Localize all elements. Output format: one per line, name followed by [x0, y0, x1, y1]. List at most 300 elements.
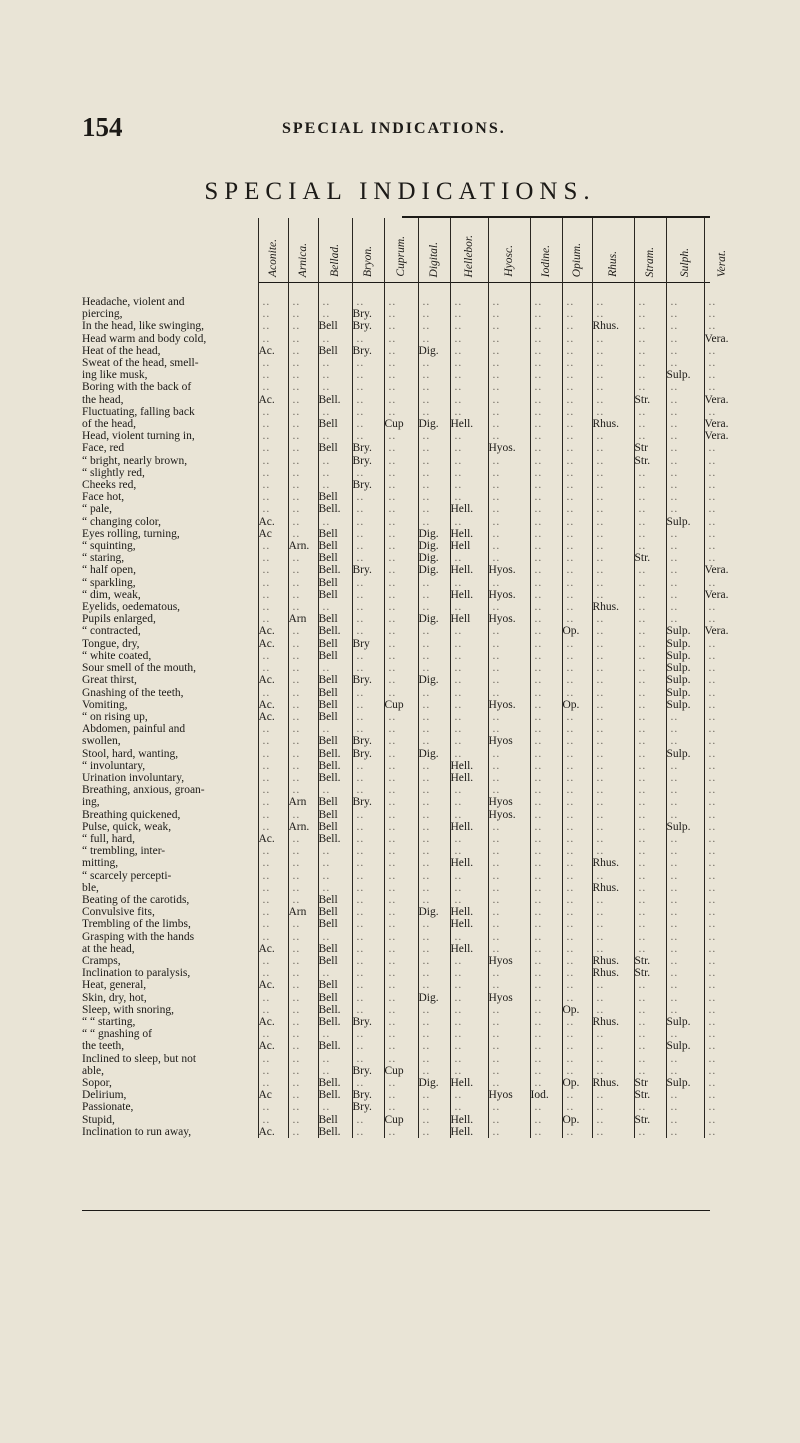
remedy-cell — [666, 1101, 704, 1113]
remedy-abbrev: Bell — [318, 491, 338, 504]
empty-placeholder: .. — [388, 466, 397, 479]
empty-placeholder: .. — [422, 698, 431, 711]
empty-placeholder: .. — [596, 942, 605, 955]
remedy-abbrev: Bell. — [318, 832, 341, 845]
empty-placeholder: .. — [638, 1125, 647, 1138]
empty-placeholder: .. — [638, 832, 647, 845]
remedy-cell — [488, 748, 530, 760]
symptom-cell — [82, 540, 258, 552]
remedy-cell — [258, 308, 288, 320]
empty-placeholder: .. — [262, 540, 271, 553]
remedy-cell — [488, 613, 530, 625]
empty-placeholder: .. — [262, 613, 271, 626]
remedy-cell — [418, 857, 450, 869]
empty-placeholder: .. — [454, 405, 463, 418]
remedy-cell — [418, 491, 450, 503]
table-row — [82, 906, 740, 918]
remedy-cell — [592, 809, 634, 821]
remedy-cell — [288, 406, 318, 418]
remedy-cell — [318, 1028, 352, 1040]
column-header — [288, 218, 318, 280]
empty-placeholder: .. — [708, 820, 717, 833]
empty-placeholder: .. — [262, 601, 271, 614]
empty-placeholder: .. — [566, 674, 575, 687]
remedy-cell — [704, 918, 740, 930]
remedy-cell — [634, 784, 666, 796]
empty-placeholder: .. — [388, 381, 397, 394]
empty-placeholder: .. — [492, 662, 501, 675]
remedy-abbrev: Vera. — [704, 418, 729, 431]
remedy-cell — [592, 455, 634, 467]
empty-placeholder: .. — [534, 942, 543, 955]
empty-placeholder: .. — [388, 759, 397, 772]
remedy-cell — [666, 735, 704, 747]
empty-placeholder: .. — [422, 1028, 431, 1041]
remedy-abbrev: Bry — [352, 637, 370, 650]
empty-placeholder: .. — [292, 588, 301, 601]
empty-placeholder: .. — [262, 479, 271, 492]
symptom-label: Passionate, — [82, 1101, 134, 1114]
symptom-label: Head warm and body cold, — [82, 332, 207, 345]
empty-placeholder: .. — [708, 662, 717, 675]
remedy-cell — [704, 772, 740, 784]
symptom-label: piercing, — [82, 308, 123, 321]
remedy-cell — [634, 906, 666, 918]
remedy-cell — [562, 979, 592, 991]
empty-placeholder: .. — [422, 710, 431, 723]
empty-placeholder: .. — [262, 564, 271, 577]
remedy-cell — [704, 1114, 740, 1126]
empty-placeholder: .. — [388, 1040, 397, 1053]
empty-placeholder: .. — [292, 662, 301, 675]
remedy-cell — [258, 1114, 288, 1126]
remedy-cell — [318, 406, 352, 418]
remedy-cell — [704, 564, 740, 576]
empty-placeholder: .. — [262, 405, 271, 418]
remedy-cell — [666, 992, 704, 1004]
remedy-cell — [666, 674, 704, 686]
remedy-cell — [418, 662, 450, 674]
remedy-cell — [634, 540, 666, 552]
remedy-cell — [318, 735, 352, 747]
empty-placeholder: .. — [566, 735, 575, 748]
remedy-cell — [318, 516, 352, 528]
symptom-cell — [82, 528, 258, 540]
empty-placeholder: .. — [292, 405, 301, 418]
remedy-cell — [418, 418, 450, 430]
empty-placeholder: .. — [596, 710, 605, 723]
empty-placeholder: .. — [534, 308, 543, 321]
empty-placeholder: .. — [596, 1101, 605, 1114]
empty-placeholder: .. — [322, 869, 331, 882]
remedy-cell — [562, 455, 592, 467]
remedy-cell — [418, 687, 450, 699]
symptom-cell — [82, 564, 258, 576]
empty-placeholder: .. — [356, 625, 365, 638]
remedy-cell — [384, 394, 418, 406]
empty-placeholder: .. — [638, 1052, 647, 1065]
remedy-cell — [450, 540, 488, 552]
column-header — [352, 218, 384, 280]
empty-placeholder: .. — [388, 442, 397, 455]
empty-placeholder: .. — [454, 479, 463, 492]
table-row — [82, 406, 740, 418]
remedy-abbrev: Bell — [318, 979, 338, 992]
symptom-label: swollen, — [82, 735, 121, 748]
empty-placeholder: .. — [262, 576, 271, 589]
remedy-cell — [592, 528, 634, 540]
symptom-label: In the head, like swinging, — [82, 320, 205, 333]
remedy-cell — [352, 625, 384, 637]
remedy-cell — [488, 381, 530, 393]
remedy-cell — [634, 979, 666, 991]
table-row — [82, 796, 740, 808]
symptom-cell — [82, 870, 258, 882]
empty-placeholder: .. — [566, 613, 575, 626]
empty-placeholder: .. — [638, 735, 647, 748]
empty-placeholder: .. — [670, 466, 679, 479]
remedy-cell — [562, 406, 592, 418]
remedy-cell — [288, 1114, 318, 1126]
empty-placeholder: .. — [422, 576, 431, 589]
empty-placeholder: .. — [388, 344, 397, 357]
symptom-label: Skin, dry, hot, — [82, 991, 147, 1004]
empty-placeholder: .. — [388, 601, 397, 614]
remedy-cell — [318, 760, 352, 772]
empty-placeholder: .. — [670, 954, 679, 967]
empty-placeholder: .. — [292, 771, 301, 784]
empty-placeholder: .. — [670, 1125, 679, 1138]
remedy-cell — [666, 381, 704, 393]
symptom-label: Beating of the carotids, — [82, 893, 190, 906]
empty-placeholder: .. — [492, 381, 501, 394]
remedy-cell — [562, 1065, 592, 1077]
empty-placeholder: .. — [322, 405, 331, 418]
empty-placeholder: .. — [262, 808, 271, 821]
remedy-cell — [318, 711, 352, 723]
empty-placeholder: .. — [596, 564, 605, 577]
remedy-cell — [258, 979, 288, 991]
remedy-cell — [530, 333, 562, 345]
empty-placeholder: .. — [534, 820, 543, 833]
remedy-cell — [450, 516, 488, 528]
remedy-cell — [530, 906, 562, 918]
remedy-cell — [352, 809, 384, 821]
empty-placeholder: .. — [492, 906, 501, 919]
empty-placeholder: .. — [638, 662, 647, 675]
empty-placeholder: .. — [596, 466, 605, 479]
empty-placeholder: .. — [708, 1040, 717, 1053]
remedy-cell — [488, 394, 530, 406]
empty-placeholder: .. — [292, 808, 301, 821]
empty-placeholder: .. — [388, 405, 397, 418]
empty-placeholder: .. — [422, 723, 431, 736]
empty-placeholder: .. — [534, 540, 543, 553]
empty-placeholder: .. — [422, 637, 431, 650]
empty-placeholder: .. — [356, 649, 365, 662]
empty-placeholder: .. — [356, 1077, 365, 1089]
remedy-cell — [666, 589, 704, 601]
remedy-cell — [592, 406, 634, 418]
empty-placeholder: .. — [534, 552, 543, 565]
remedy-cell — [288, 992, 318, 1004]
remedy-cell — [530, 1089, 562, 1101]
remedy-cell — [488, 1053, 530, 1065]
remedy-cell — [384, 772, 418, 784]
empty-placeholder: .. — [262, 454, 271, 467]
remedy-cell — [258, 882, 288, 894]
symptom-cell — [82, 796, 258, 808]
empty-placeholder: .. — [596, 442, 605, 455]
remedy-cell — [418, 723, 450, 735]
empty-placeholder: .. — [262, 1028, 271, 1041]
symptom-label: the head, — [82, 393, 124, 406]
remedy-cell — [352, 467, 384, 479]
remedy-cell — [704, 394, 740, 406]
remedy-abbrev: Bry. — [352, 320, 372, 333]
empty-placeholder: .. — [454, 723, 463, 736]
remedy-cell — [450, 1016, 488, 1028]
empty-placeholder: .. — [708, 1113, 717, 1126]
remedy-abbrev: Sulp. — [666, 820, 691, 833]
empty-placeholder: .. — [670, 1064, 679, 1077]
remedy-cell — [530, 479, 562, 491]
empty-placeholder: .. — [492, 1064, 501, 1077]
remedy-cell — [384, 955, 418, 967]
remedy-cell — [418, 1114, 450, 1126]
empty-placeholder: .. — [422, 930, 431, 943]
remedy-cell — [258, 674, 288, 686]
remedy-cell — [634, 638, 666, 650]
remedy-cell — [592, 1004, 634, 1016]
table-row — [82, 369, 740, 381]
empty-placeholder: .. — [492, 296, 501, 308]
remedy-cell — [704, 1016, 740, 1028]
empty-placeholder: .. — [492, 418, 501, 431]
empty-placeholder: .. — [388, 1101, 397, 1114]
remedy-cell — [488, 1016, 530, 1028]
empty-placeholder: .. — [670, 845, 679, 858]
empty-placeholder: .. — [388, 1125, 397, 1138]
empty-placeholder: .. — [388, 881, 397, 894]
empty-placeholder: .. — [388, 454, 397, 467]
empty-placeholder: .. — [454, 454, 463, 467]
empty-placeholder: .. — [292, 784, 301, 797]
symptom-cell — [82, 503, 258, 515]
empty-placeholder: .. — [454, 393, 463, 406]
remedy-abbrev: Hell. — [450, 564, 474, 577]
remedy-cell — [488, 1114, 530, 1126]
empty-placeholder: .. — [638, 808, 647, 821]
remedy-abbrev: Bell — [318, 418, 338, 431]
remedy-cell — [418, 992, 450, 1004]
remedy-abbrev: Ac. — [258, 344, 275, 357]
empty-placeholder: .. — [670, 540, 679, 553]
empty-placeholder: .. — [356, 1003, 365, 1016]
remedy-cell — [258, 394, 288, 406]
empty-placeholder: .. — [566, 479, 575, 492]
remedy-abbrev: Sulp. — [666, 515, 691, 528]
remedy-cell — [288, 1089, 318, 1101]
empty-placeholder: .. — [638, 796, 647, 809]
remedy-cell — [352, 564, 384, 576]
empty-placeholder: .. — [454, 967, 463, 980]
column-header-label: Stram. — [644, 246, 656, 277]
remedy-cell — [352, 418, 384, 430]
empty-placeholder: .. — [670, 1028, 679, 1041]
remedy-cell — [418, 1077, 450, 1089]
remedy-cell — [352, 1065, 384, 1077]
remedy-cell — [634, 516, 666, 528]
remedy-cell — [384, 503, 418, 515]
remedy-cell — [530, 442, 562, 454]
empty-placeholder: .. — [492, 491, 501, 504]
remedy-cell — [384, 479, 418, 491]
remedy-abbrev: Vera. — [704, 393, 729, 406]
remedy-cell — [704, 455, 740, 467]
empty-placeholder: .. — [292, 735, 301, 748]
empty-placeholder: .. — [566, 1125, 575, 1138]
empty-placeholder: .. — [356, 515, 365, 528]
page-number: 154 — [82, 112, 123, 142]
empty-placeholder: .. — [292, 649, 301, 662]
remedy-cell — [288, 442, 318, 454]
remedy-cell — [704, 931, 740, 943]
remedy-cell — [288, 467, 318, 479]
empty-placeholder: .. — [670, 381, 679, 394]
empty-placeholder: .. — [566, 308, 575, 321]
remedy-cell — [562, 369, 592, 381]
remedy-cell — [530, 430, 562, 442]
remedy-abbrev: Dig. — [418, 344, 439, 357]
remedy-cell — [352, 1126, 384, 1138]
remedy-cell — [530, 967, 562, 979]
remedy-cell — [562, 1053, 592, 1065]
remedy-cell — [318, 992, 352, 1004]
table-row — [82, 821, 740, 833]
empty-placeholder: .. — [566, 503, 575, 516]
remedy-abbrev: Bell — [318, 686, 338, 699]
remedy-cell — [352, 589, 384, 601]
remedy-cell — [384, 1040, 418, 1052]
remedy-cell — [258, 613, 288, 625]
remedy-cell — [352, 906, 384, 918]
empty-placeholder: .. — [454, 869, 463, 882]
empty-placeholder: .. — [670, 784, 679, 797]
remedy-cell — [258, 369, 288, 381]
empty-placeholder: .. — [388, 991, 397, 1004]
remedy-cell — [562, 601, 592, 613]
empty-placeholder: .. — [322, 662, 331, 675]
remedy-cell — [352, 1053, 384, 1065]
empty-placeholder: .. — [566, 588, 575, 601]
remedy-cell — [592, 1028, 634, 1040]
remedy-cell — [288, 638, 318, 650]
remedy-cell — [318, 430, 352, 442]
empty-placeholder: .. — [596, 662, 605, 675]
empty-placeholder: .. — [292, 357, 301, 370]
remedy-cell — [450, 552, 488, 564]
remedy-abbrev: Hyos — [488, 991, 513, 1004]
remedy-cell — [450, 418, 488, 430]
empty-placeholder: .. — [454, 662, 463, 675]
empty-placeholder: .. — [454, 515, 463, 528]
empty-placeholder: .. — [292, 686, 301, 699]
empty-placeholder: .. — [566, 576, 575, 589]
empty-placeholder: .. — [670, 296, 679, 308]
empty-placeholder: .. — [356, 405, 365, 418]
remedy-cell — [530, 381, 562, 393]
empty-placeholder: .. — [454, 832, 463, 845]
empty-placeholder: .. — [492, 369, 501, 382]
empty-placeholder: .. — [566, 442, 575, 455]
empty-placeholder: .. — [322, 430, 331, 443]
symptom-cell — [82, 1077, 258, 1089]
remedy-cell — [450, 577, 488, 589]
remedy-cell — [258, 442, 288, 454]
remedy-abbrev: Bell. — [318, 1125, 341, 1138]
remedy-cell — [418, 1089, 450, 1101]
table-row — [82, 845, 740, 857]
empty-placeholder: .. — [322, 369, 331, 382]
empty-placeholder: .. — [708, 979, 717, 992]
symptom-cell — [82, 1016, 258, 1028]
table-row — [82, 772, 740, 784]
remedy-cell — [352, 967, 384, 979]
remedy-cell — [384, 1028, 418, 1040]
remedy-cell — [704, 784, 740, 796]
remedy-cell — [288, 1101, 318, 1113]
table-row — [82, 430, 740, 442]
empty-placeholder: .. — [670, 442, 679, 455]
remedy-cell — [530, 528, 562, 540]
remedy-cell — [318, 577, 352, 589]
remedy-cell — [258, 918, 288, 930]
remedy-cell — [318, 564, 352, 576]
remedy-abbrev: Sulp. — [666, 649, 691, 662]
remedy-abbrev: Vera. — [704, 564, 729, 577]
empty-placeholder: .. — [566, 466, 575, 479]
table-row — [82, 613, 740, 625]
remedy-cell — [666, 918, 704, 930]
empty-placeholder: .. — [262, 662, 271, 675]
remedy-cell — [352, 345, 384, 357]
remedy-cell — [488, 589, 530, 601]
remedy-cell — [634, 552, 666, 564]
empty-placeholder: .. — [596, 1040, 605, 1053]
remedy-cell — [488, 601, 530, 613]
empty-placeholder: .. — [670, 1052, 679, 1065]
remedy-cell — [634, 870, 666, 882]
table-title: SPECIAL INDICATIONS. — [204, 178, 596, 205]
remedy-cell — [488, 345, 530, 357]
empty-placeholder: .. — [292, 723, 301, 736]
empty-placeholder: .. — [356, 942, 365, 955]
remedy-cell — [488, 711, 530, 723]
empty-placeholder: .. — [292, 857, 301, 870]
empty-placeholder: .. — [566, 540, 575, 553]
remedy-cell — [258, 540, 288, 552]
remedy-abbrev: Dig. — [418, 674, 439, 687]
symptom-label: Boring with the back of — [82, 381, 192, 394]
empty-placeholder: .. — [262, 906, 271, 919]
remedy-cell — [562, 967, 592, 979]
empty-placeholder: .. — [388, 662, 397, 675]
remedy-cell — [384, 894, 418, 906]
empty-placeholder: .. — [596, 430, 605, 443]
remedy-cell — [384, 796, 418, 808]
empty-placeholder: .. — [492, 515, 501, 528]
